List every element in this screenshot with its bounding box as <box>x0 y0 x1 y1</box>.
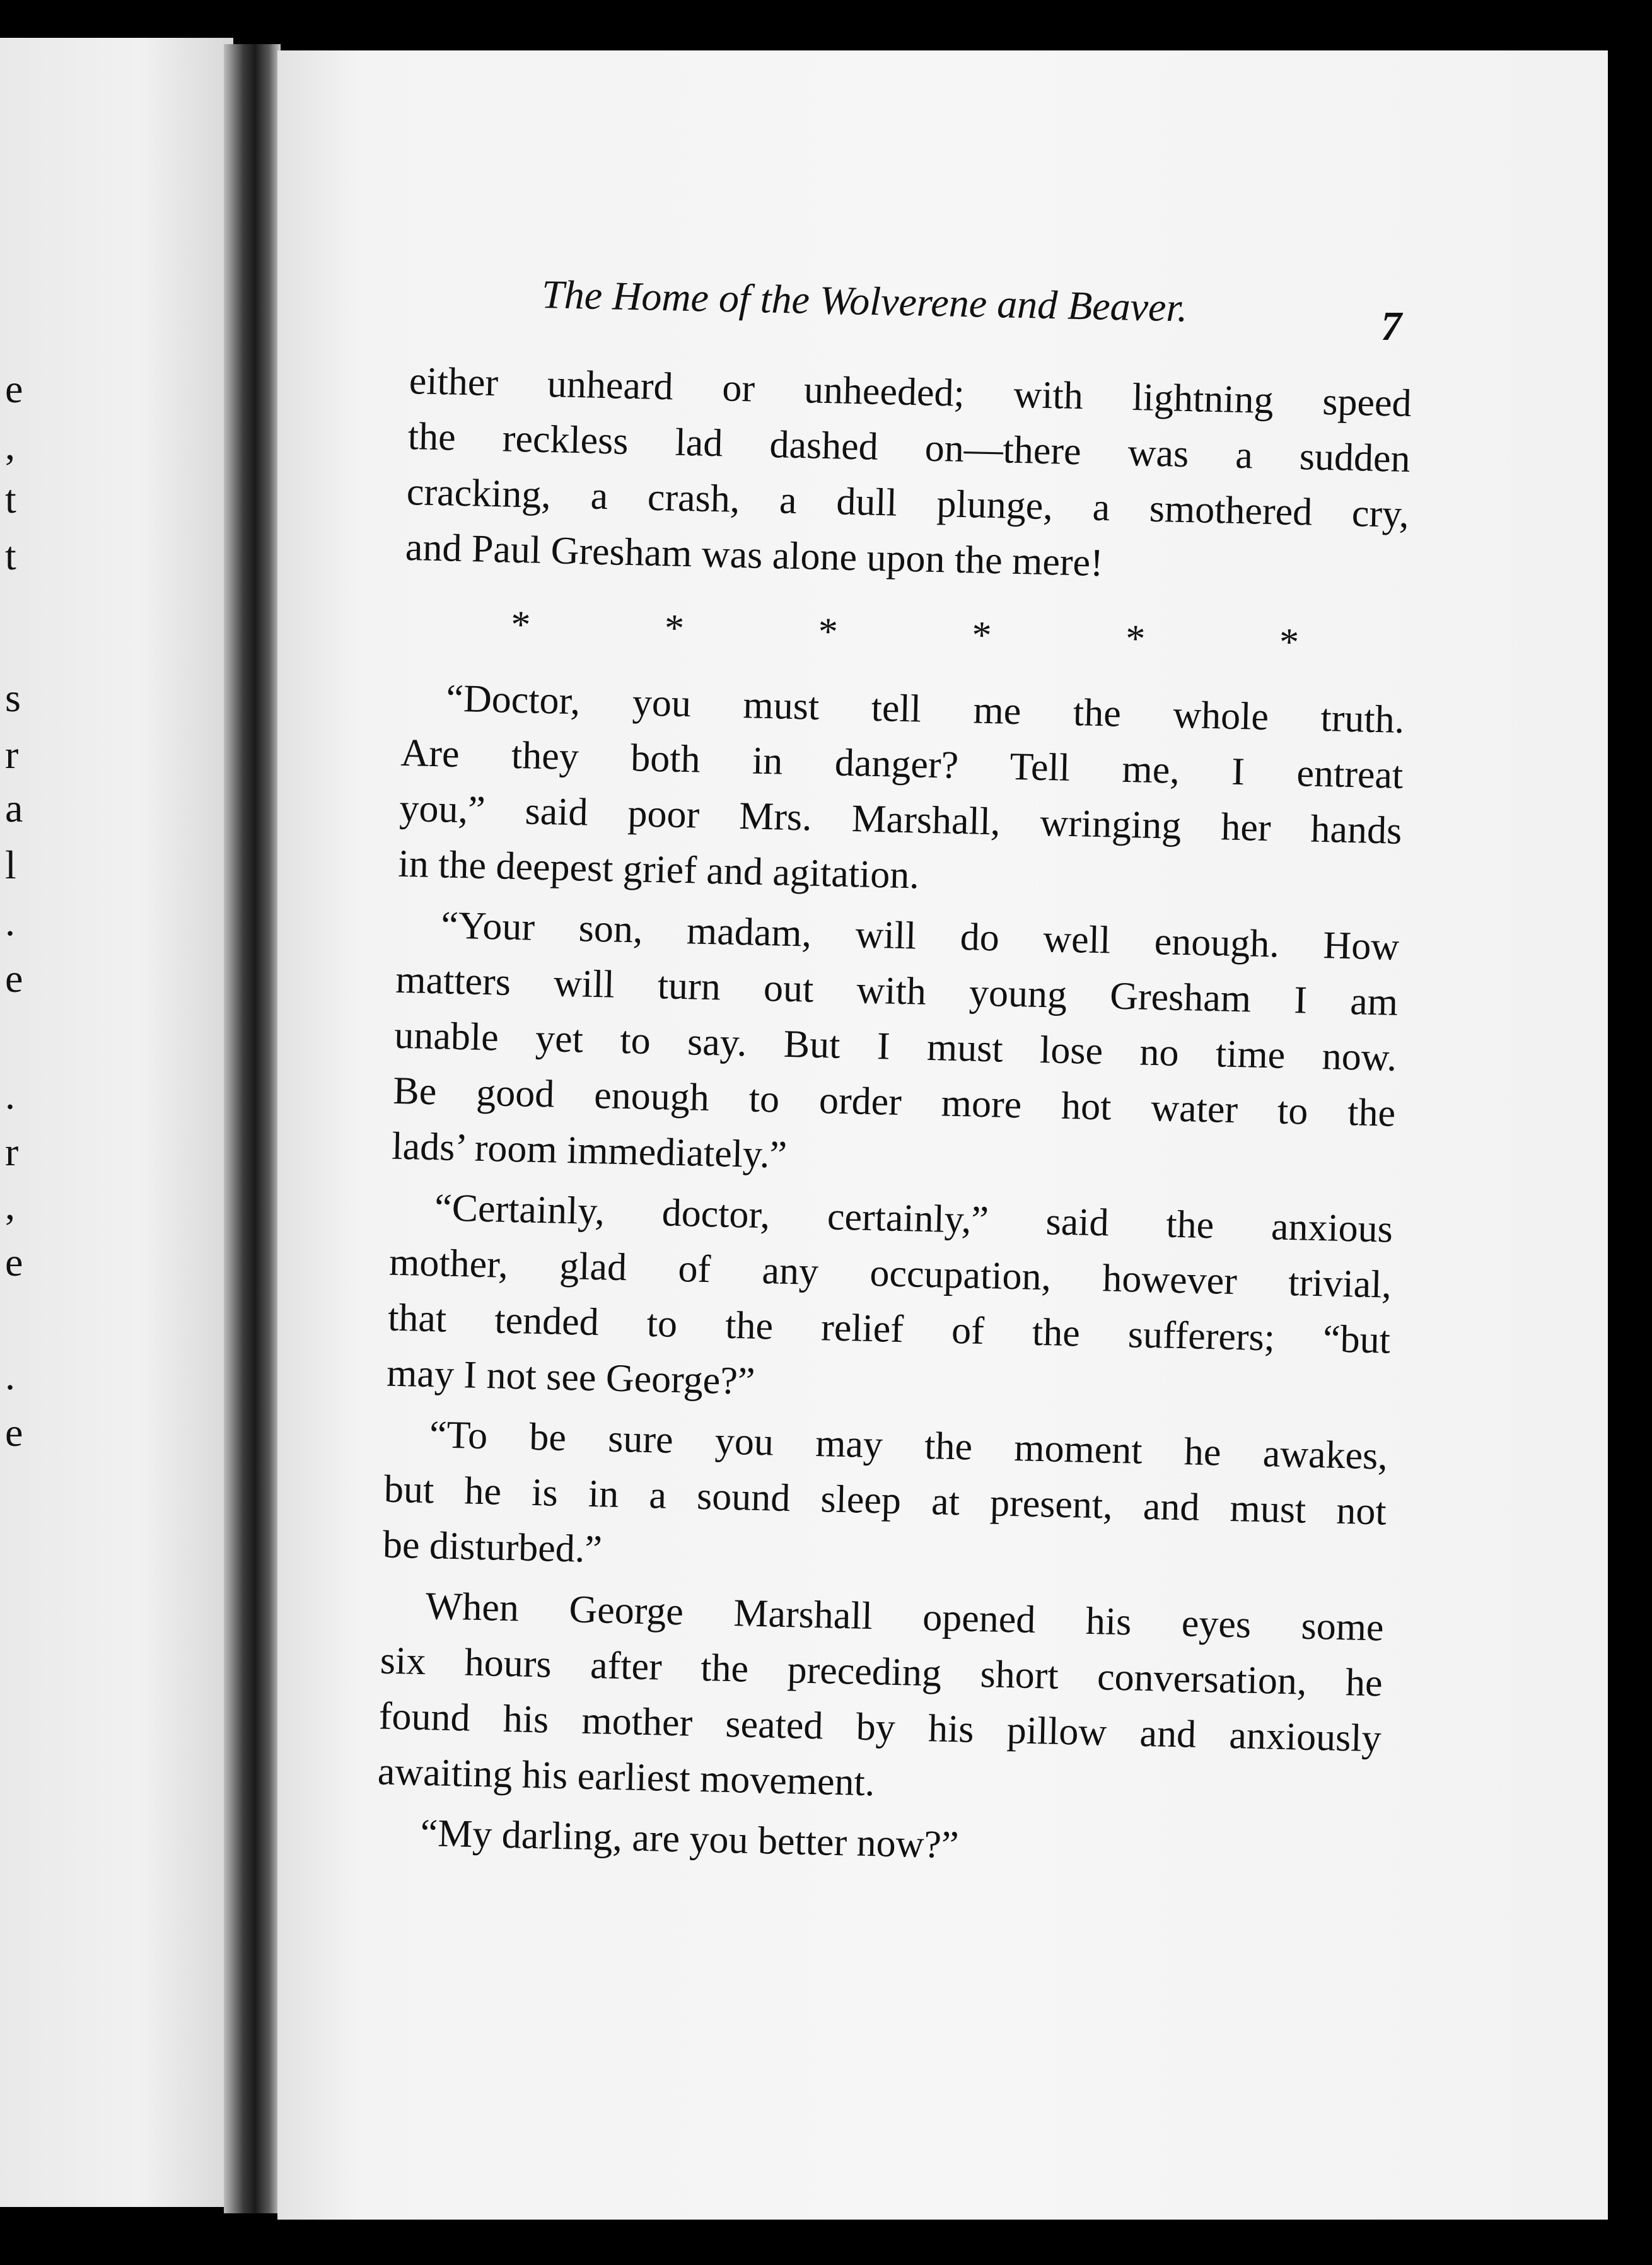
text-line: “Your son, madam, will do well enough. How <box>440 904 1400 969</box>
text-line: be disturbed.” <box>382 1523 603 1571</box>
paragraph <box>382 1406 1388 1595</box>
asterisk: * <box>1279 620 1300 665</box>
paragraph <box>386 1179 1393 1424</box>
left-page-fragment: r <box>5 732 19 777</box>
paragraph <box>405 353 1412 598</box>
text-line: and Paul Gresham was alone upon the mere! <box>405 525 1104 585</box>
left-page-fragment: e <box>5 366 23 411</box>
text-line: in the deepest grief and agitation. <box>397 842 920 897</box>
text-line: “To be sure you may the moment he awakes, <box>429 1413 1388 1478</box>
text-line: that tended to the relief of the sufferers; “but <box>387 1296 1391 1362</box>
text-line: six hours after the preceding short conversation, he <box>380 1639 1383 1705</box>
text-line: When George Marshall opened his eyes some <box>425 1585 1385 1650</box>
text-line: may I not see George?” <box>386 1351 756 1403</box>
left-page-fragment: r <box>5 1129 19 1174</box>
left-page-fragment: . <box>5 1073 15 1117</box>
asterisk: * <box>664 607 685 650</box>
left-page-fragment: a <box>5 786 23 830</box>
left-page-fragment: s <box>5 675 21 720</box>
left-page-fragment: e <box>5 956 23 1001</box>
body-text <box>376 353 1412 1882</box>
left-page-fragment: . <box>5 899 15 944</box>
text-line: but he is in a sound sleep at present, and must not <box>383 1467 1387 1534</box>
text-line: lads’ room immediately.” <box>391 1124 788 1177</box>
left-page-fragment: t <box>5 533 16 578</box>
asterisk: * <box>971 614 992 658</box>
left-page-fragment: , <box>5 1183 15 1228</box>
asterisk: * <box>1125 617 1146 661</box>
text-line: mother, glad of any occupation, however trivial, <box>388 1240 1392 1307</box>
text-line: Be good enough to order more hot water to the <box>392 1069 1396 1135</box>
text-line: found his mother seated by his pillow and anxiously <box>378 1694 1382 1761</box>
asterisk: * <box>817 610 839 654</box>
text-line: “Doctor, you must tell me the whole truth. <box>445 677 1405 742</box>
left-facing-page <box>0 38 233 2207</box>
text-line: the reckless lad dashed on—there was a sudden <box>407 414 1411 481</box>
text-line: cracking, a crash, a dull plunge, a smothered cry, <box>406 470 1410 537</box>
left-page-fragment: l <box>5 842 16 887</box>
left-page-fragment: e <box>5 1240 23 1284</box>
book-gutter <box>224 44 281 2213</box>
text-line: awaiting his earliest movement. <box>377 1750 876 1805</box>
text-line: either unheard or unheeded; with lightning speed <box>409 359 1412 426</box>
text-line: Are they both in danger? Tell me, I entreat <box>400 731 1404 797</box>
left-page-fragment: , <box>5 423 15 468</box>
text-line: “My darling, are you better now?” <box>419 1811 960 1867</box>
left-page-fragment: e <box>5 1410 23 1455</box>
left-page-fragment: t <box>5 477 16 521</box>
text-line: “Certainly, doctor, certainly,” said the anxious <box>434 1186 1393 1251</box>
asterisk: * <box>510 603 532 647</box>
running-header: The Home of the Wolverene and Beaver. <box>541 271 1189 330</box>
paragraph <box>391 897 1400 1197</box>
paragraph <box>398 670 1405 914</box>
text-line: unable yet to say. But I must lose no time now. <box>393 1013 1397 1080</box>
left-page-fragment: . <box>5 1353 15 1398</box>
text-line: you,” said poor Mrs. Marshall, wringing her hands <box>398 786 1402 853</box>
text-line: matters will turn out with young Gresham I am <box>395 958 1399 1024</box>
page-number: 7 <box>1381 303 1402 349</box>
paragraph <box>377 1578 1385 1822</box>
